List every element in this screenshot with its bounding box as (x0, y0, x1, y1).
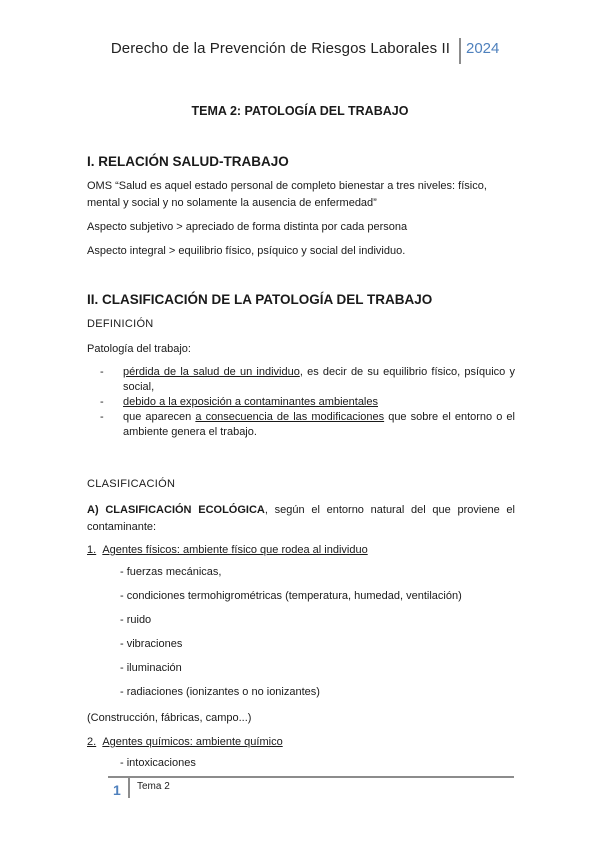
underlined-text: debido a la exposición a contaminantes ambientales (123, 396, 378, 408)
underlined-text: pérdida de la salud de un individuo (123, 366, 300, 378)
item-text: , según el entorno natural del que proviene el contaminante: (87, 504, 515, 533)
section-heading-relacion: I. RELACIÓN SALUD-TRABAJO (87, 154, 289, 169)
footer-separator (128, 778, 130, 798)
item-text: , es decir de su equilibrio físico, psíquico y social, (123, 366, 515, 393)
header-title: Derecho de la Prevención de Riesgos Laborales II (110, 40, 450, 57)
fisicos-item: - ruido (120, 614, 152, 626)
list-item (100, 395, 515, 410)
fisicos-item: - radiaciones (ionizantes o no ionizantes) (120, 686, 320, 698)
quimicos-item: - intoxicaciones (120, 757, 196, 769)
agentes-fisicos-heading (87, 542, 515, 559)
subheading-definicion: DEFINICIÓN (87, 318, 154, 330)
page-title: TEMA 2: PATOLOGÍA DEL TRABAJO (191, 104, 409, 118)
footer-label: Tema 2 (137, 781, 170, 792)
bold-text: A) CLASIFICACIÓN ECOLÓGICA (87, 504, 265, 516)
fisicos-item: - condiciones termohigrométricas (temperatura, humedad, ventilación) (120, 590, 462, 602)
underlined-text: Agentes físicos: ambiente físico que rodea al individuo (102, 544, 368, 556)
item-text: que aparecen (123, 411, 196, 423)
fisicos-item: - iluminación (120, 662, 182, 674)
section-heading-clasificacion: II. CLASIFICACIÓN DE LA PATOLOGÍA DEL TRABAJO (87, 292, 433, 307)
list-item (100, 410, 515, 440)
fisicos-item: - vibraciones (120, 638, 183, 650)
underlined-text: Agentes químicos: ambiente químico (102, 736, 283, 748)
paragraph-patologia-label: Patología del trabajo: (87, 343, 191, 355)
dash-marker: - (100, 366, 104, 378)
header-year: 2024 (466, 40, 500, 57)
item-text: que sobre el entorno o el ambiente genera el trabajo. (123, 411, 515, 438)
fisicos-item: - fuerzas mecánicas, (120, 566, 222, 578)
paragraph-clasificacion-ecologica (87, 502, 515, 536)
dash-marker: - (100, 396, 104, 408)
subheading-clasificacion: CLASIFICACIÓN (87, 478, 176, 490)
footer-rule (108, 776, 514, 778)
page-number: 1 (113, 782, 121, 798)
underlined-text: a consecuencia de las modificaciones (195, 411, 385, 423)
list-item (100, 365, 515, 395)
paragraph-ejemplos: (Construcción, fábricas, campo...) (87, 712, 252, 724)
dash-marker: - (100, 411, 104, 423)
paragraph-aspecto-subjetivo: Aspecto subjetivo > apreciado de forma distinta por cada persona (87, 221, 408, 233)
list-number: 1. (87, 544, 97, 556)
paragraph-aspecto-integral: Aspecto integral > equilibrio físico, psíquico y social del individuo. (87, 245, 406, 257)
paragraph-oms: OMS “Salud es aquel estado personal de completo bienestar a tres niveles: físico, mental y social y no solamente la ausencia de enfermedad” (87, 180, 487, 209)
definition-list (100, 365, 515, 440)
agentes-quimicos-heading (87, 734, 515, 751)
list-number: 2. (87, 736, 97, 748)
header-separator (459, 38, 461, 64)
